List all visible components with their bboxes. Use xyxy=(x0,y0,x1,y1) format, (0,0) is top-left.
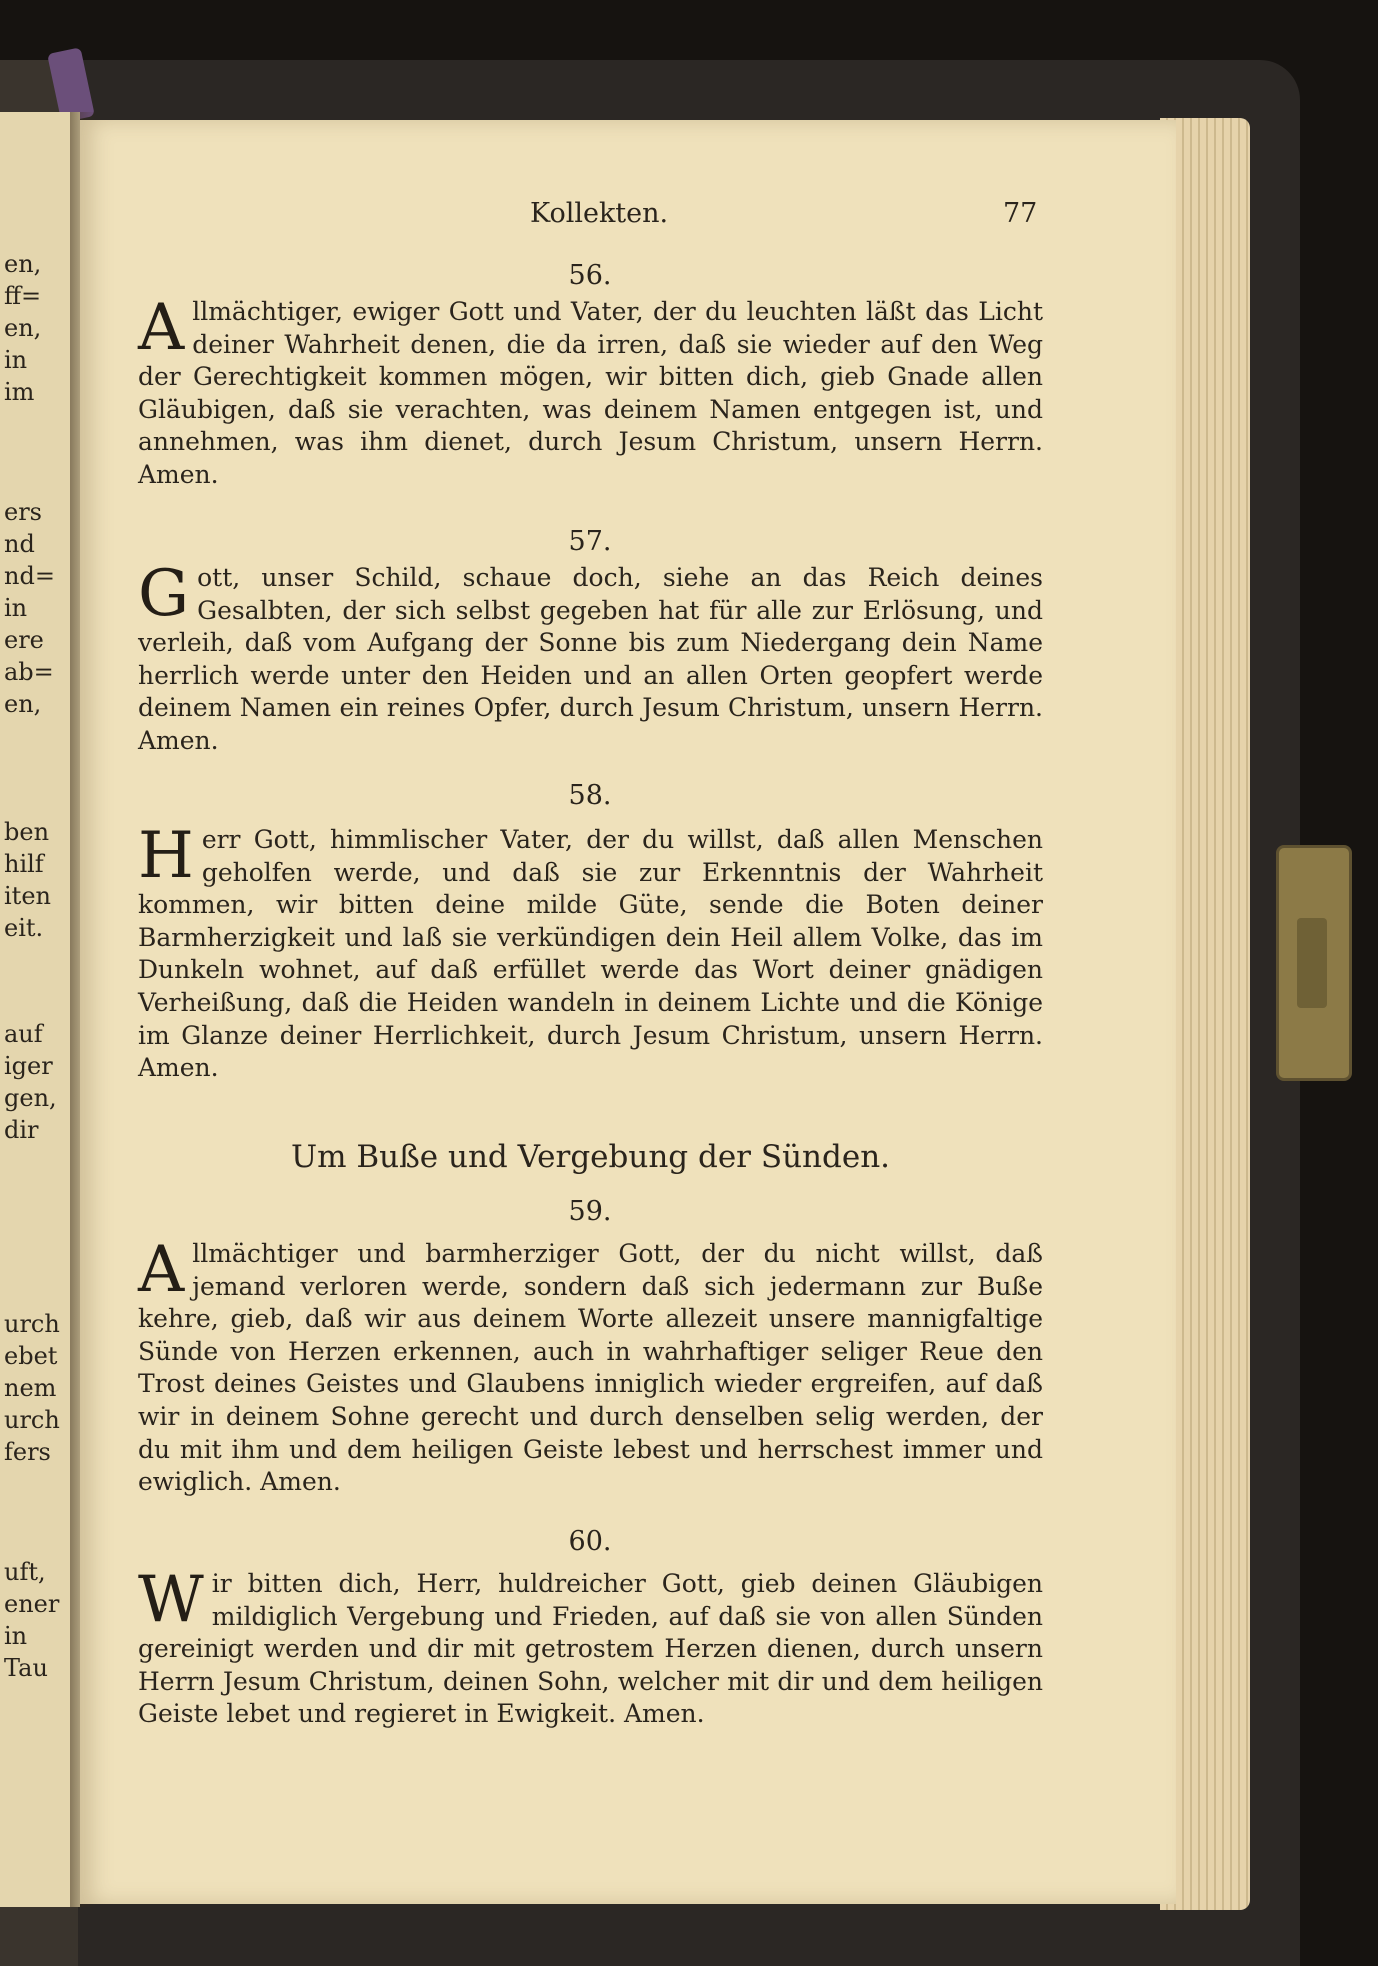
left-page-fragment: nem xyxy=(4,1374,57,1402)
left-page xyxy=(0,112,80,1907)
left-page-fragment: iger xyxy=(4,1052,53,1080)
prayer-text xyxy=(138,1563,1043,1731)
left-page-fragment: ener xyxy=(4,1590,60,1618)
book-clasp xyxy=(1276,845,1352,1081)
section-heading: Um Buße und Vergebung der Sünden. xyxy=(290,1139,891,1175)
left-page-fragment: hilf xyxy=(4,850,44,878)
left-page-fragment: nd= xyxy=(4,562,55,590)
prayer-body: err Gott, himmlischer Vater, der du willst, daß allen Menschen geholfen werde, und daß sie zur Erkenntnis der Wahrheit kommen, wir bitten deine milde Güte, sende die Boten deiner Barmherzigkeit und laß sie verkündigen dein Heil allem Volke, das im Dunkeln wohnet, auf daß erfüllet werde das Wort deiner gnädigen Verheißung, daß die Heiden wandeln in deinem Lichte und die Könige im Glanze deiner Herrlichkeit, durch Jesum Christum, unsern Herrn. Amen. xyxy=(138,825,1043,1083)
prayer-text xyxy=(138,819,1043,1085)
left-page-fragment: auf xyxy=(4,1020,43,1048)
left-page-fragment: dir xyxy=(4,1116,39,1144)
left-page-fragment: Tau xyxy=(4,1654,48,1682)
drop-cap: W xyxy=(138,1563,204,1637)
prayer-number: 56. xyxy=(568,260,612,291)
prayer-text xyxy=(138,557,1043,758)
left-page-fragment: en, xyxy=(4,690,42,718)
left-page-fragment: urch xyxy=(4,1406,60,1434)
left-page-fragment: gen, xyxy=(4,1084,57,1112)
left-page-fragment: ers xyxy=(4,498,42,526)
prayer-body: llmächtiger, ewiger Gott und Vater, der du leuchten läßt das Licht deiner Wahrheit denen, die da irren, daß sie wieder auf den Weg der Gerechtigkeit kommen mögen, wir bitten dich, gieb Gnade allen Gläubigen, daß sie verachten, was deinem Namen entgegen ist, und annehmen, was ihm dienet, durch Jesum Christum, unsern Herrn. Amen. xyxy=(138,297,1043,489)
page-number: 77 xyxy=(1003,198,1038,229)
left-page-fragment: im xyxy=(4,378,35,406)
left-page-fragment: en, xyxy=(4,314,42,342)
running-header-title: Kollekten. xyxy=(530,198,669,229)
left-page-fragment: ebet xyxy=(4,1342,58,1370)
left-page-fragment: iten xyxy=(4,882,51,910)
left-page-fragment: urch xyxy=(4,1310,60,1338)
prayer-body: llmächtiger und barmherziger Gott, der du nicht willst, daß jemand verloren werde, sondern daß sich jedermann zur Buße kehre, gieb, daß wir aus deinem Worte allezeit unsere mannigfaltige Sünde von Herzen erkennen, auch in wahrhaftiger seliger Reue den Trost deines Geistes und Glaubens inniglich wieder ergreifen, auf daß wir in deinem Sohne gerecht und durch denselben selig werden, der du mit ihm und dem heiligen Geiste lebest und herrschest immer und ewiglich. Amen. xyxy=(138,1239,1043,1497)
left-page-fragment: in xyxy=(4,1622,28,1650)
clasp-hinge xyxy=(1297,918,1327,1008)
prayer-body: ott, unser Schild, schaue doch, siehe an das Reich deines Gesalbten, der sich selbst gegeben hat für alle zur Erlösung, und verleih, daß vom Aufgang der Sonne bis zum Niedergang dein Name herrlich werde unter den Heiden und an allen Orten geopfert werde deinem Namen ein reines Opfer, durch Jesum Christum, unsern Herrn. Amen. xyxy=(138,563,1043,755)
prayer-text xyxy=(138,1233,1043,1499)
left-page-fragment: en, xyxy=(4,250,42,278)
left-page-fragment: in xyxy=(4,346,28,374)
left-page-fragment: nd xyxy=(4,530,35,558)
prayer-number: 58. xyxy=(568,780,612,811)
prayer-body: ir bitten dich, Herr, huldreicher Gott, gieb deinen Gläubigen mildiglich Vergebung und Frieden, auf daß sie von allen Sünden gereinigt werden und dir mit getrostem Herzen dienen, durch unsern Herrn Jesum Christum, deinen Sohn, welcher mit dir und dem heiligen Geiste lebet und regieret in Ewigkeit. Amen. xyxy=(138,1569,1043,1729)
drop-cap: A xyxy=(138,291,185,365)
left-page-fragment: in xyxy=(4,594,28,622)
prayer-text xyxy=(138,291,1043,492)
left-page-fragment: ab= xyxy=(4,658,54,686)
drop-cap: H xyxy=(138,819,194,893)
drop-cap: A xyxy=(138,1233,185,1307)
left-page-fragment: fers xyxy=(4,1438,51,1466)
prayer-number: 60. xyxy=(568,1526,612,1557)
left-page-fragment: ere xyxy=(4,626,44,654)
left-page-fragment: ff= xyxy=(4,282,42,310)
drop-cap: G xyxy=(138,557,190,631)
prayer-number: 57. xyxy=(568,526,612,557)
left-page-fragment: uft, xyxy=(4,1558,46,1586)
prayer-number: 59. xyxy=(568,1196,612,1227)
left-page-fragment: ben xyxy=(4,818,50,846)
left-page-fragment: eit. xyxy=(4,914,44,942)
